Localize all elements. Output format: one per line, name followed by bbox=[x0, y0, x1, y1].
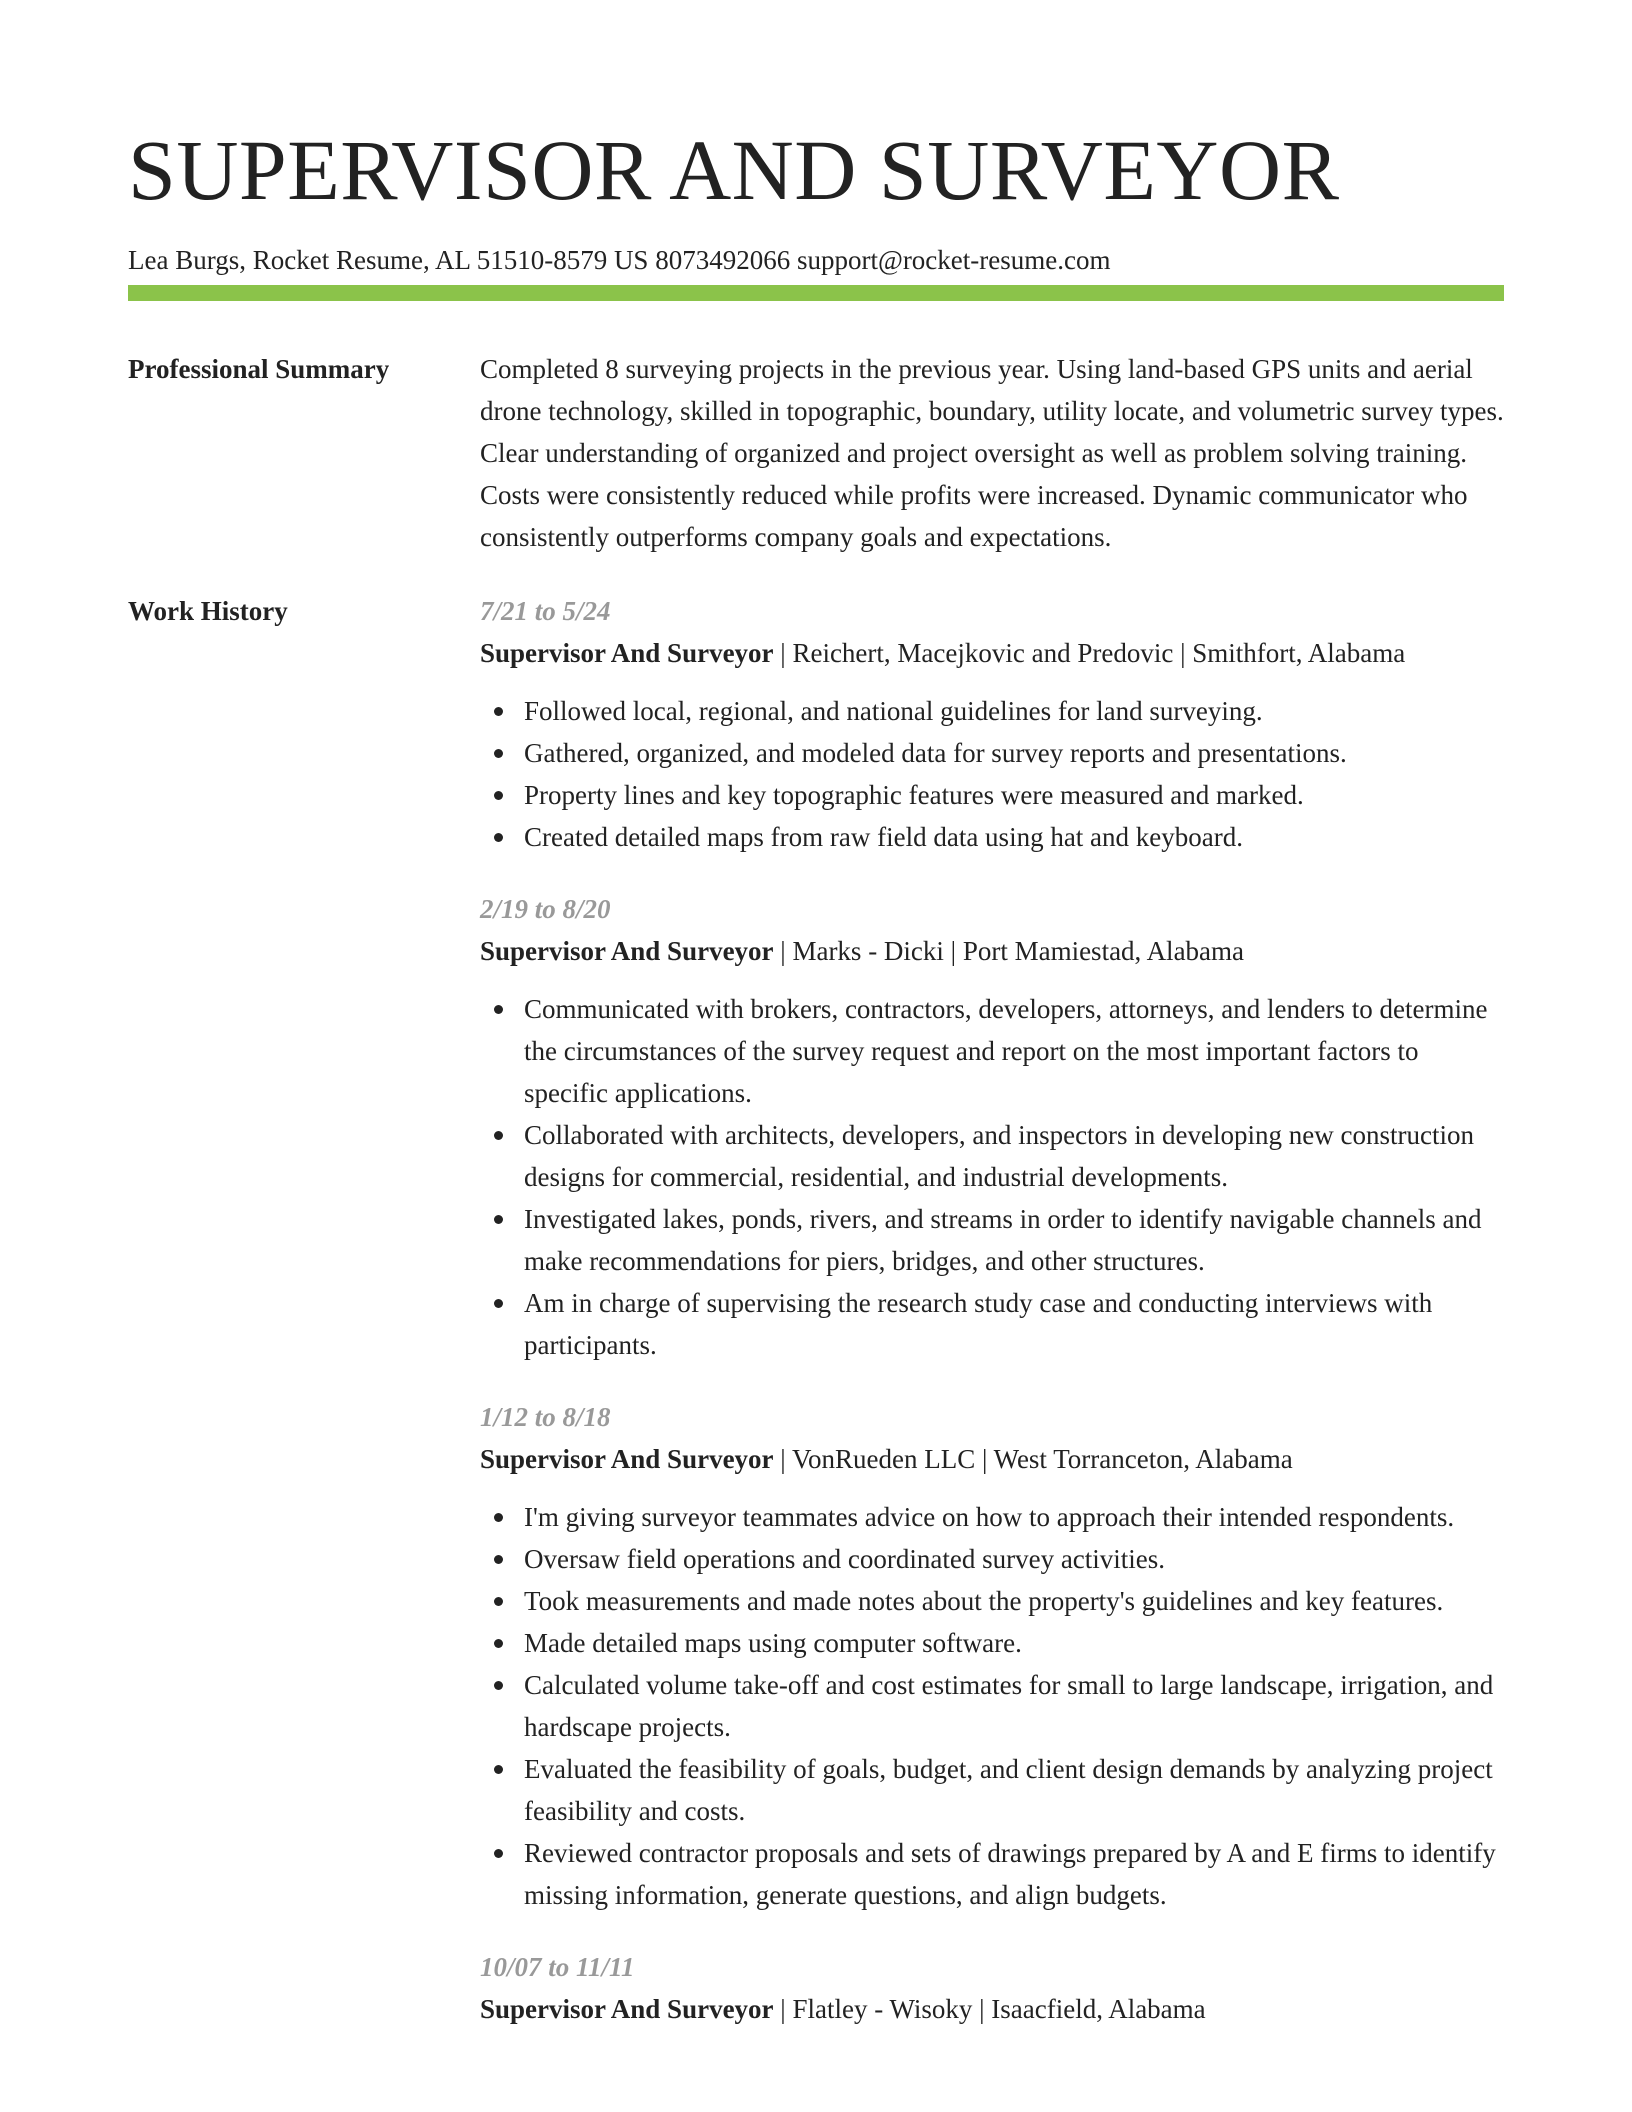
section-title-work-history: Work History bbox=[128, 596, 288, 626]
job-dates: 1/12 to 8/18 bbox=[480, 1402, 611, 1432]
contact-line bbox=[128, 242, 1504, 278]
job-entry bbox=[480, 1396, 1504, 1916]
list-item: Calculated volume take-off and cost estimates for small to large landscape, irrigation, and hardscape projects. bbox=[524, 1664, 1504, 1748]
contact-address: Rocket Resume, AL 51510-8579 US bbox=[252, 245, 649, 275]
list-item: Gathered, organized, and modeled data for survey reports and presentations. bbox=[524, 732, 1504, 774]
summary-text: Completed 8 surveying projects in the previous year. Using land-based GPS units and aerial drone technology, skilled in topographic, boundary, utility locate, and volumetric survey types. Clear understanding of organized and project oversight as well as problem solving training. Costs were consistently reduced while profits were increased. Dynamic communicator who consistently outperforms company goals and expectations. bbox=[480, 354, 1504, 552]
resume-name: SUPERVISOR AND SURVEYOR bbox=[128, 122, 1340, 218]
job-dates: 7/21 to 5/24 bbox=[480, 596, 611, 626]
job-heading bbox=[480, 930, 1504, 972]
job-bullet-list bbox=[480, 1496, 1504, 1916]
summary-body bbox=[480, 348, 1504, 558]
list-item: Followed local, regional, and national guidelines for land surveying. bbox=[524, 690, 1504, 732]
list-item: Made detailed maps using computer software. bbox=[524, 1622, 1504, 1664]
job-company-location: | Reichert, Macejkovic and Predovic | Smithfort, Alabama bbox=[773, 638, 1406, 668]
list-item: Reviewed contractor proposals and sets of drawings prepared by A and E firms to identify missing information, generate questions, and align budgets. bbox=[524, 1832, 1504, 1916]
job-dates: 2/19 to 8/20 bbox=[480, 894, 611, 924]
contact-person: Lea Burgs, bbox=[128, 245, 246, 275]
list-item: Oversaw field operations and coordinated survey activities. bbox=[524, 1538, 1504, 1580]
list-item: Am in charge of supervising the research study case and conducting interviews with participants. bbox=[524, 1282, 1504, 1366]
list-item: Took measurements and made notes about the property's guidelines and key features. bbox=[524, 1580, 1504, 1622]
job-title: Supervisor And Surveyor bbox=[480, 936, 774, 966]
job-company-location: | Marks - Dicki | Port Mamiestad, Alabama bbox=[773, 936, 1245, 966]
list-item: Communicated with brokers, contractors, developers, attorneys, and lenders to determine the circumstances of the survey request and report on the most important factors to specific applications. bbox=[524, 988, 1504, 1114]
header-divider bbox=[128, 285, 1504, 301]
job-entry bbox=[480, 888, 1504, 1366]
job-entry bbox=[480, 590, 1504, 858]
job-bullet-list bbox=[480, 690, 1504, 858]
job-company-location: | Flatley - Wisoky | Isaacfield, Alabama bbox=[773, 1994, 1206, 2024]
list-item: Property lines and key topographic features were measured and marked. bbox=[524, 774, 1504, 816]
job-bullet-list bbox=[480, 988, 1504, 1366]
job-entry bbox=[480, 1946, 1504, 2030]
job-dates: 10/07 to 11/11 bbox=[480, 1952, 635, 1982]
job-title: Supervisor And Surveyor bbox=[480, 1444, 774, 1474]
job-heading bbox=[480, 1988, 1504, 2030]
job-title: Supervisor And Surveyor bbox=[480, 638, 774, 668]
list-item: Created detailed maps from raw field data using hat and keyboard. bbox=[524, 816, 1504, 858]
resume-header bbox=[128, 118, 1504, 278]
contact-phone: 8073492066 bbox=[655, 245, 791, 275]
list-item: Collaborated with architects, developers, and inspectors in developing new construction designs for commercial, residential, and industrial developments. bbox=[524, 1114, 1504, 1198]
list-item: I'm giving surveyor teammates advice on how to approach their intended respondents. bbox=[524, 1496, 1504, 1538]
list-item: Evaluated the feasibility of goals, budget, and client design demands by analyzing project feasibility and costs. bbox=[524, 1748, 1504, 1832]
job-title: Supervisor And Surveyor bbox=[480, 1994, 774, 2024]
job-company-location: | VonRueden LLC | West Torranceton, Alabama bbox=[773, 1444, 1293, 1474]
job-heading bbox=[480, 1438, 1504, 1480]
list-item: Investigated lakes, ponds, rivers, and streams in order to identify navigable channels and make recommendations for piers, bridges, and other structures. bbox=[524, 1198, 1504, 1282]
section-title-summary: Professional Summary bbox=[128, 354, 390, 384]
contact-email: support@rocket-resume.com bbox=[796, 245, 1111, 275]
work-history-body bbox=[480, 590, 1504, 2060]
job-heading bbox=[480, 632, 1504, 674]
